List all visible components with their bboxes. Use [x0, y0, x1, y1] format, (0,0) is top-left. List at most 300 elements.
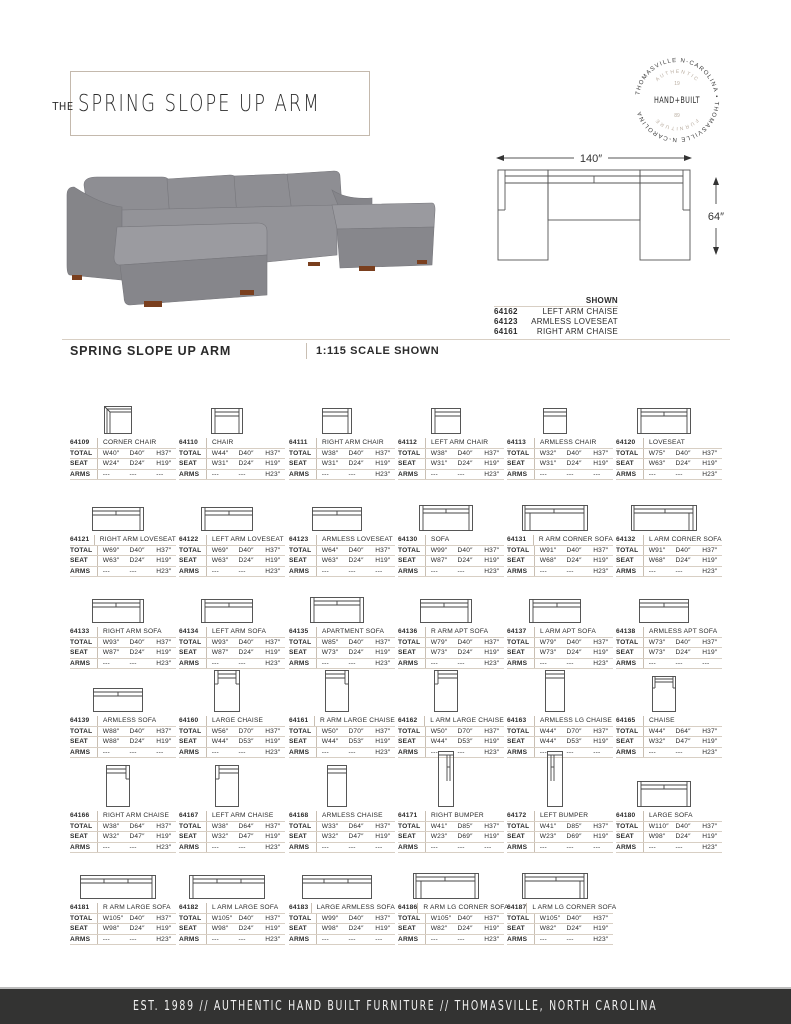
- piece-spec-table: [70, 903, 176, 945]
- piece-spec-table: [398, 627, 504, 669]
- spec-depth: ---: [129, 935, 137, 943]
- spec-depth: D53″: [348, 738, 364, 745]
- spec-label: TOTAL: [398, 638, 426, 648]
- piece-code: 64110: [179, 438, 207, 448]
- spec-row-seat: [507, 924, 613, 935]
- spec-depth: ---: [348, 843, 356, 851]
- spec-depth: ---: [348, 567, 356, 575]
- spec-width: W38″: [211, 822, 229, 830]
- spec-depth: D47″: [238, 833, 254, 840]
- spec-row-seat: [70, 737, 176, 748]
- spec-width: W75″: [648, 449, 666, 457]
- spec-height: H37″: [156, 914, 172, 922]
- spec-width: ---: [648, 567, 656, 575]
- spec-row-arms: [398, 567, 504, 578]
- spec-label: ARMS: [179, 748, 207, 758]
- piece-spec-table: [507, 903, 617, 945]
- spec-label: ARMS: [507, 843, 535, 853]
- piece-spec-table: [289, 627, 395, 669]
- spec-label: TOTAL: [289, 449, 317, 459]
- spec-height: H37″: [702, 822, 718, 830]
- spec-depth: D40″: [348, 546, 364, 554]
- spec-height: H19″: [484, 557, 500, 564]
- left-chaise-outline: [498, 170, 548, 260]
- spec-row-seat: [179, 737, 285, 748]
- spec-label: SEAT: [398, 737, 426, 747]
- spec-height: H37″: [702, 727, 718, 735]
- spec-depth: ---: [238, 567, 246, 575]
- chaise-l-diagram-icon: [434, 670, 458, 712]
- piece-code: 64180: [616, 811, 644, 821]
- piece-spec-table: [70, 627, 176, 669]
- spec-label: ARMS: [289, 659, 317, 669]
- spec-label: TOTAL: [398, 822, 426, 832]
- shown-header: SHOWN: [494, 296, 618, 307]
- spec-height: ---: [375, 935, 383, 943]
- spec-label: ARMS: [179, 935, 207, 945]
- piece-name: LEFT ARM CHAISE: [212, 812, 274, 819]
- piece-spec-table: [179, 716, 285, 758]
- spec-width: ---: [648, 659, 656, 667]
- piece-header-row: [70, 716, 176, 727]
- piece-header-row: [616, 535, 722, 546]
- spec-row-seat: [179, 556, 285, 567]
- chair-diagram-icon: [211, 408, 243, 434]
- overall-dimension-diagram: [490, 150, 730, 265]
- spec-width: W63″: [211, 557, 229, 564]
- spec-label: TOTAL: [616, 727, 644, 737]
- spec-depth: ---: [129, 659, 137, 667]
- spec-label: ARMS: [70, 935, 98, 945]
- footer-bar: [0, 987, 791, 1024]
- spec-width: W82″: [430, 925, 448, 932]
- spec-row-seat: [179, 648, 285, 659]
- spec-depth: D69″: [457, 833, 473, 840]
- piece-code: 64133: [70, 627, 98, 637]
- spec-depth: D24″: [129, 925, 145, 932]
- chaise-n-diagram-icon: [545, 670, 565, 712]
- spec-label: SEAT: [398, 832, 426, 842]
- spec-row-arms: [507, 659, 613, 670]
- piece-header-row: [289, 438, 395, 449]
- piece-name: L ARM APT SOFA: [540, 628, 596, 635]
- spec-width: W93″: [211, 638, 229, 646]
- spec-width: ---: [211, 935, 219, 943]
- spec-height: H23″: [593, 935, 609, 943]
- spec-label: TOTAL: [507, 449, 535, 459]
- spec-height: H23″: [265, 470, 281, 478]
- spec-width: W79″: [539, 638, 557, 646]
- spec-row-seat: [398, 924, 504, 935]
- spec-row-total: [289, 822, 395, 833]
- spec-height: H19″: [156, 557, 172, 564]
- piece-code: 64111: [289, 438, 317, 448]
- spec-height: H19″: [484, 738, 500, 745]
- spec-row-arms: [616, 470, 722, 481]
- spec-row-arms: [616, 748, 722, 759]
- title-prefix: THE: [52, 100, 74, 113]
- spec-depth: D24″: [566, 649, 582, 656]
- spec-width: W50″: [430, 727, 448, 735]
- spec-width: ---: [102, 748, 110, 756]
- spec-width: W68″: [648, 557, 666, 564]
- piece-name: R ARM LG CORNER SOFA: [423, 904, 509, 911]
- spec-depth: ---: [675, 748, 683, 756]
- section-title: SPRING SLOPE UP ARM: [70, 344, 232, 358]
- spec-row-arms: [70, 470, 176, 481]
- spec-label: TOTAL: [507, 727, 535, 737]
- piece-name: ARMLESS APT SOFA: [649, 628, 718, 635]
- piece-code: 64121: [70, 535, 95, 545]
- spec-label: TOTAL: [179, 822, 207, 832]
- spec-row-seat: [70, 556, 176, 567]
- piece-spec-table: [70, 438, 176, 480]
- spec-label: SEAT: [398, 648, 426, 658]
- piece-header-row: [398, 535, 504, 546]
- spec-width: W44″: [648, 727, 666, 735]
- spec-height: H37″: [265, 727, 281, 735]
- spec-depth: D24″: [348, 460, 364, 467]
- spec-height: H19″: [593, 925, 609, 932]
- piece-header-row: [179, 716, 285, 727]
- spec-label: ARMS: [179, 659, 207, 669]
- corner-r-diagram-icon: [413, 873, 479, 899]
- piece-name: LOVESEAT: [649, 439, 685, 446]
- spec-depth: ---: [348, 470, 356, 478]
- spec-width: ---: [102, 470, 110, 478]
- spec-height: H23″: [156, 935, 172, 943]
- corner-l-diagram-icon: [522, 873, 588, 899]
- spec-depth: D24″: [457, 557, 473, 564]
- spec-height: H19″: [156, 460, 172, 467]
- spec-label: TOTAL: [70, 546, 98, 556]
- spec-label: ARMS: [616, 748, 644, 758]
- spec-row-total: [616, 822, 722, 833]
- spec-label: ARMS: [289, 843, 317, 853]
- spec-depth: ---: [238, 748, 246, 756]
- spec-row-arms: [398, 470, 504, 481]
- spec-row-seat: [289, 924, 395, 935]
- spec-width: ---: [321, 659, 329, 667]
- product-title: SPRING SLOPE UP ARM: [77, 90, 321, 117]
- piece-name: R ARM CORNER SOFA: [538, 536, 613, 543]
- piece-header-row: [398, 716, 504, 727]
- spec-height: H37″: [593, 727, 609, 735]
- seal-year-bottom: 89: [674, 113, 680, 119]
- spec-depth: D40″: [348, 449, 364, 457]
- spec-width: ---: [430, 470, 438, 478]
- piece-name: L ARM LARGE CHAISE: [430, 717, 504, 724]
- spec-depth: ---: [457, 567, 465, 575]
- spec-width: W44″: [539, 738, 557, 745]
- spec-depth: ---: [238, 843, 246, 851]
- spec-width: W82″: [539, 925, 557, 932]
- spec-depth: D64″: [238, 822, 254, 830]
- spec-row-arms: [70, 567, 176, 578]
- spec-width: ---: [211, 748, 219, 756]
- piece-header-row: [70, 811, 176, 822]
- spec-row-total: [179, 449, 285, 460]
- spec-depth: ---: [566, 659, 574, 667]
- spec-depth: D70″: [457, 727, 473, 735]
- piece-spec-table: [289, 903, 395, 945]
- spec-height: H37″: [375, 546, 391, 554]
- spec-height: H19″: [156, 925, 172, 932]
- spec-row-arms: [289, 748, 395, 759]
- spec-label: TOTAL: [507, 822, 535, 832]
- spec-label: ARMS: [398, 470, 426, 480]
- shown-item: 64161 RIGHT ARM CHAISE: [494, 327, 618, 336]
- spec-height: H19″: [375, 460, 391, 467]
- spec-label: ARMS: [70, 748, 98, 758]
- spec-label: ARMS: [507, 935, 535, 945]
- spec-row-total: [398, 727, 504, 738]
- spec-width: W33″: [321, 822, 339, 830]
- spec-depth: ---: [675, 659, 683, 667]
- spec-height: H23″: [375, 470, 391, 478]
- spec-label: SEAT: [70, 924, 98, 934]
- spec-width: W44″: [430, 738, 448, 745]
- piece-spec-table: [289, 716, 395, 758]
- corner-diagram-icon: [104, 406, 132, 434]
- spec-width: W73″: [648, 649, 666, 656]
- spec-row-arms: [179, 567, 285, 578]
- spec-label: SEAT: [616, 832, 644, 842]
- spec-label: TOTAL: [616, 449, 644, 459]
- piece-spec-table: [507, 535, 613, 577]
- spec-row-total: [507, 638, 613, 649]
- spec-label: SEAT: [398, 556, 426, 566]
- spec-width: ---: [648, 470, 656, 478]
- spec-height: H19″: [484, 925, 500, 932]
- spec-depth: D40″: [129, 727, 145, 735]
- spec-row-arms: [616, 843, 722, 854]
- spec-width: ---: [211, 567, 219, 575]
- spec-row-total: [398, 822, 504, 833]
- spec-depth: ---: [129, 748, 137, 756]
- spec-row-seat: [616, 556, 722, 567]
- piece-code: 64122: [179, 535, 207, 545]
- corner-l-diagram-icon: [631, 505, 697, 531]
- spec-width: W88″: [102, 727, 120, 735]
- piece-header-row: [507, 627, 613, 638]
- sofa-b-diagram-icon: [310, 597, 364, 623]
- piece-spec-table: [179, 903, 285, 945]
- seal-center-text: HAND+BUILT: [654, 94, 700, 106]
- spec-row-arms: [289, 567, 395, 578]
- piece-name: ARMLESS CHAIR: [540, 439, 597, 446]
- piece-header-row: [507, 535, 613, 546]
- spec-width: W98″: [211, 925, 229, 932]
- spec-height: H37″: [702, 546, 718, 554]
- spec-label: ARMS: [616, 843, 644, 853]
- piece-spec-table: [398, 535, 504, 577]
- spec-row-total: [507, 822, 613, 833]
- spec-row-seat: [398, 556, 504, 567]
- spec-label: SEAT: [289, 648, 317, 658]
- spec-width: W73″: [648, 638, 666, 646]
- piece-header-row: [179, 438, 285, 449]
- spec-width: W110″: [648, 822, 669, 830]
- spec-width: W23″: [430, 833, 448, 840]
- piece-spec-table: [616, 716, 722, 758]
- sofa-l-diagram-icon: [529, 599, 581, 623]
- sofa-l-diagram-icon: [201, 599, 253, 623]
- spec-height: H23″: [156, 567, 172, 575]
- spec-width: W105″: [102, 914, 124, 922]
- spec-height: ---: [375, 843, 383, 851]
- spec-height: H19″: [156, 833, 172, 840]
- spec-label: SEAT: [179, 556, 207, 566]
- piece-name: LEFT ARM SOFA: [212, 628, 267, 635]
- spec-width: W44″: [321, 738, 339, 745]
- spec-width: ---: [102, 935, 110, 943]
- spec-label: ARMS: [179, 567, 207, 577]
- spec-depth: D24″: [675, 460, 691, 467]
- spec-depth: D40″: [238, 638, 254, 646]
- piece-spec-table: [507, 627, 613, 669]
- spec-height: H37″: [375, 638, 391, 646]
- spec-width: W32″: [648, 738, 666, 745]
- spec-label: TOTAL: [507, 546, 535, 556]
- spec-label: TOTAL: [179, 914, 207, 924]
- spec-label: TOTAL: [70, 914, 98, 924]
- spec-row-arms: [289, 470, 395, 481]
- spec-width: W99″: [430, 546, 448, 554]
- spec-label: TOTAL: [289, 727, 317, 737]
- spec-label: ARMS: [398, 567, 426, 577]
- spec-label: TOTAL: [70, 822, 98, 832]
- spec-label: TOTAL: [289, 822, 317, 832]
- spec-width: W44″: [211, 738, 229, 745]
- spec-height: H19″: [265, 925, 281, 932]
- piece-header-row: [507, 903, 617, 914]
- spec-height: ---: [593, 748, 601, 756]
- spec-width: ---: [539, 935, 547, 943]
- spec-width: ---: [102, 659, 110, 667]
- piece-name: RIGHT ARM SOFA: [103, 628, 162, 635]
- spec-height: H19″: [265, 649, 281, 656]
- spec-label: ARMS: [507, 567, 535, 577]
- spec-row-seat: [507, 556, 613, 567]
- piece-header-row: [398, 438, 504, 449]
- spec-width: W31″: [211, 460, 229, 467]
- spec-depth: D24″: [566, 460, 582, 467]
- spec-height: H23″: [375, 659, 391, 667]
- spec-width: W79″: [430, 638, 448, 646]
- spec-depth: D24″: [238, 557, 254, 564]
- spec-width: W32″: [102, 833, 120, 840]
- piece-code: 64172: [507, 811, 535, 821]
- spec-depth: D70″: [348, 727, 364, 735]
- spec-depth: D47″: [348, 833, 364, 840]
- piece-name: LEFT BUMPER: [540, 812, 589, 819]
- spec-row-seat: [70, 648, 176, 659]
- spec-row-total: [289, 449, 395, 460]
- product-title-box: [52, 71, 370, 136]
- piece-header-row: [398, 627, 504, 638]
- piece-name: L ARM LARGE SOFA: [212, 904, 279, 911]
- spec-depth: D69″: [566, 833, 582, 840]
- spec-depth: D47″: [129, 833, 145, 840]
- spec-width: ---: [648, 843, 656, 851]
- piece-header-row: [70, 627, 176, 638]
- spec-depth: ---: [238, 659, 246, 667]
- piece-code: 64165: [616, 716, 644, 726]
- spec-depth: D64″: [675, 727, 691, 735]
- spec-width: ---: [539, 567, 547, 575]
- spec-depth: D24″: [675, 649, 691, 656]
- piece-name: ARMLESS CHAISE: [322, 812, 383, 819]
- spec-depth: D24″: [129, 649, 145, 656]
- spec-label: SEAT: [70, 459, 98, 469]
- spec-height: H23″: [156, 659, 172, 667]
- piece-spec-table: [507, 811, 613, 853]
- piece-code: 64171: [398, 811, 426, 821]
- spec-depth: D24″: [238, 460, 254, 467]
- spec-width: W88″: [102, 738, 120, 745]
- spec-height: H23″: [702, 748, 718, 756]
- spec-width: W63″: [102, 557, 120, 564]
- spec-depth: D24″: [457, 925, 473, 932]
- piece-code: 64186: [398, 904, 418, 911]
- piece-code: 64135: [289, 627, 317, 637]
- spec-width: W38″: [321, 449, 339, 457]
- spec-label: SEAT: [179, 737, 207, 747]
- piece-name: RIGHT ARM CHAISE: [103, 812, 170, 819]
- spec-width: W87″: [211, 649, 229, 656]
- spec-height: H37″: [484, 727, 500, 735]
- wood-foot: [72, 275, 82, 280]
- spec-width: ---: [211, 470, 219, 478]
- spec-depth: D40″: [566, 449, 582, 457]
- piece-name: RIGHT BUMPER: [431, 812, 484, 819]
- spec-row-seat: [289, 459, 395, 470]
- spec-height: H23″: [484, 935, 500, 943]
- spec-depth: D24″: [129, 738, 145, 745]
- spec-width: ---: [430, 659, 438, 667]
- spec-row-arms: [179, 659, 285, 670]
- piece-name: CHAISE: [649, 717, 675, 724]
- spec-width: ---: [539, 843, 547, 851]
- chair-l-diagram-icon: [431, 408, 461, 434]
- spec-row-arms: [398, 935, 504, 946]
- spec-label: TOTAL: [289, 638, 317, 648]
- spec-width: W91″: [648, 546, 666, 554]
- spec-label: ARMS: [507, 748, 535, 758]
- spec-row-seat: [616, 648, 722, 659]
- spec-row-seat: [179, 832, 285, 843]
- spec-width: W87″: [430, 557, 448, 564]
- spec-height: H37″: [265, 914, 281, 922]
- piece-name: R ARM LARGE SOFA: [103, 904, 171, 911]
- sofa-r-diagram-icon: [420, 599, 472, 623]
- spec-label: ARMS: [398, 659, 426, 669]
- spec-depth: ---: [566, 843, 574, 851]
- spec-height: H23″: [702, 567, 718, 575]
- spec-label: SEAT: [616, 459, 644, 469]
- hand-built-seal-logo: [632, 55, 722, 145]
- piece-header-row: [507, 716, 613, 727]
- spec-depth: D85″: [566, 822, 582, 830]
- arrow-right-icon: [684, 155, 692, 161]
- spec-label: TOTAL: [616, 822, 644, 832]
- spec-height: H37″: [265, 546, 281, 554]
- spec-height: H19″: [375, 649, 391, 656]
- spec-row-total: [179, 914, 285, 925]
- spec-row-seat: [289, 737, 395, 748]
- divider: [306, 343, 307, 359]
